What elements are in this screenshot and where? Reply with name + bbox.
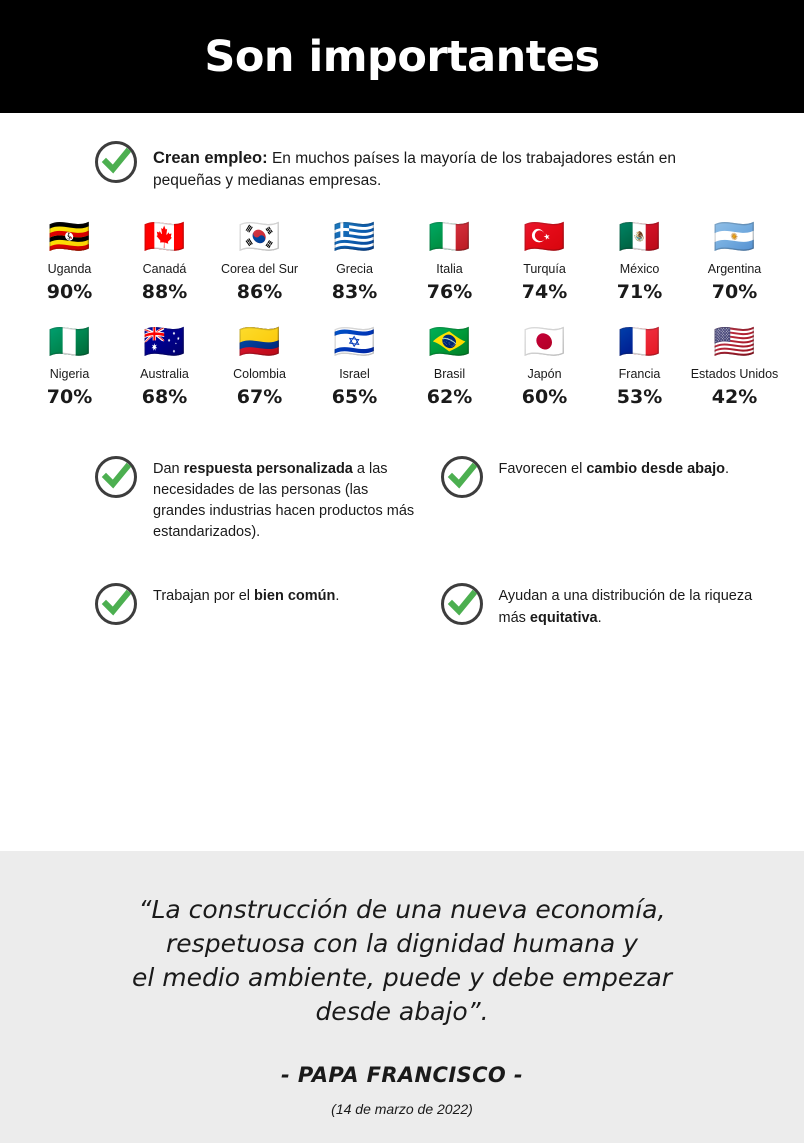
benefit-plain: Favorecen el: [498, 461, 587, 478]
flag-icon: 🇲🇽: [618, 217, 661, 258]
quote-block: [0, 851, 804, 1143]
country-label: Colombia: [233, 367, 286, 382]
benefit-emphasis: equitativa: [529, 609, 598, 626]
flag-icon: 🇯🇵: [523, 322, 566, 363]
flag-icon: 🇫🇷: [618, 322, 661, 363]
country-stat-item: [307, 319, 402, 418]
country-stat-item: [22, 214, 117, 313]
country-percentage: 65%: [331, 386, 378, 409]
flag-icon: 🇰🇷: [238, 217, 281, 258]
country-percentage: 90%: [46, 281, 93, 304]
flag-icon: 🇺🇬: [48, 217, 91, 258]
flag-icon: 🇧🇷: [428, 322, 471, 363]
country-label: Turquía: [523, 262, 566, 277]
country-percentage: 71%: [616, 281, 663, 304]
country-label: Argentina: [707, 262, 762, 277]
country-stat-item: [497, 319, 592, 418]
country-label: Canadá: [142, 262, 187, 277]
country-stat-item: [402, 214, 497, 313]
country-stat-item: [592, 319, 687, 418]
benefit-item: [95, 456, 419, 543]
country-stat-item: [402, 319, 497, 418]
benefit-plain: .: [724, 461, 729, 478]
country-label: Israel: [339, 367, 370, 382]
country-label: Brasil: [433, 367, 466, 382]
quote-line: respetuosa con la dignidad humana y: [166, 929, 638, 958]
country-label: Corea del Sur: [220, 262, 299, 277]
country-stat-item: [592, 214, 687, 313]
benefit-item: [441, 583, 765, 628]
flag-icon: 🇳🇬: [48, 322, 91, 363]
country-percentage: 67%: [236, 386, 283, 409]
quote-author: - PAPA FRANCISCO -: [281, 1063, 523, 1087]
country-percentage: 70%: [711, 281, 758, 304]
country-label: Francia: [618, 367, 661, 382]
top-statement: [0, 113, 804, 192]
benefit-text: [499, 583, 765, 628]
quote-text: [60, 893, 744, 1029]
country-stat-item: [117, 319, 212, 418]
benefit-text: [153, 583, 339, 607]
country-label: Uganda: [47, 262, 92, 277]
flag-icon: 🇦🇺: [143, 322, 186, 363]
benefit-emphasis: bien común: [254, 588, 336, 605]
country-percentage-grid: [0, 192, 804, 418]
flag-icon: 🇨🇴: [238, 322, 281, 363]
flag-icon: 🇮🇱: [333, 322, 376, 363]
flag-icon: 🇺🇸: [713, 322, 756, 363]
country-label: Japón: [527, 367, 562, 382]
benefit-plain: a las necesidades de las personas (las grandes industrias hacen productos más estandarizados).: [153, 461, 415, 541]
top-statement-lead: Crean empleo:: [153, 149, 268, 167]
country-percentage: 83%: [331, 281, 378, 304]
country-percentage: 88%: [141, 281, 188, 304]
benefit-plain: .: [597, 609, 602, 626]
benefit-item: [441, 456, 765, 543]
country-percentage: 70%: [46, 386, 93, 409]
country-stat-item: [117, 214, 212, 313]
country-stat-item: [497, 214, 592, 313]
country-stat-item: [307, 214, 402, 313]
flag-icon: 🇮🇹: [428, 217, 471, 258]
benefit-plain: .: [335, 588, 340, 605]
country-percentage: 68%: [141, 386, 188, 409]
country-label: Nigeria: [49, 367, 90, 382]
benefit-text: [153, 456, 419, 543]
country-percentage: 53%: [616, 386, 663, 409]
country-percentage: 86%: [236, 281, 283, 304]
benefit-emphasis: respuesta personalizada: [183, 461, 353, 478]
flag-icon: 🇹🇷: [523, 217, 566, 258]
benefit-emphasis: cambio desde abajo: [586, 461, 725, 478]
country-label: Estados Unidos: [690, 367, 779, 382]
page-title: Son importantes: [204, 31, 600, 82]
benefit-plain: Trabajan por el: [153, 588, 255, 605]
country-percentage: 60%: [521, 386, 568, 409]
quote-line: desde abajo”.: [315, 997, 489, 1026]
country-label: Australia: [140, 367, 189, 382]
country-stat-item: [687, 214, 782, 313]
country-stat-item: [212, 319, 307, 418]
quote-date: (14 de marzo de 2022): [331, 1101, 473, 1117]
benefits-list: [0, 418, 804, 628]
country-percentage: 76%: [426, 281, 473, 304]
content-body: [0, 113, 804, 851]
benefit-text: [499, 456, 730, 480]
top-statement-body: En muchos países la mayoría de los trabajadores están en pequeñas y medianas empresas.: [153, 150, 677, 190]
benefit-item: [95, 583, 419, 628]
check-circle-icon: [441, 456, 483, 498]
check-circle-icon: [95, 141, 137, 183]
flag-icon: 🇨🇦: [143, 217, 186, 258]
country-label: México: [619, 262, 660, 277]
flag-icon: 🇦🇷: [713, 217, 756, 258]
country-label: Italia: [436, 262, 463, 277]
country-label: Grecia: [336, 262, 373, 277]
country-stat-item: [22, 319, 117, 418]
check-circle-icon: [95, 583, 137, 625]
flag-icon: 🇬🇷: [333, 217, 376, 258]
country-percentage: 74%: [521, 281, 568, 304]
top-statement-text: [153, 141, 724, 192]
quote-line: “La construcción de una nueva economía,: [138, 895, 666, 924]
check-circle-icon: [441, 583, 483, 625]
country-stat-item: [212, 214, 307, 313]
header-banner: [0, 0, 804, 113]
country-percentage: 62%: [426, 386, 473, 409]
country-percentage: 42%: [711, 386, 758, 409]
check-circle-icon: [95, 456, 137, 498]
country-stat-item: [687, 319, 782, 418]
benefit-plain: Dan: [153, 461, 184, 478]
benefit-plain: Ayudan a una distribución de la riqueza más: [498, 588, 753, 626]
quote-line: el medio ambiente, puede y debe empezar: [131, 963, 673, 992]
